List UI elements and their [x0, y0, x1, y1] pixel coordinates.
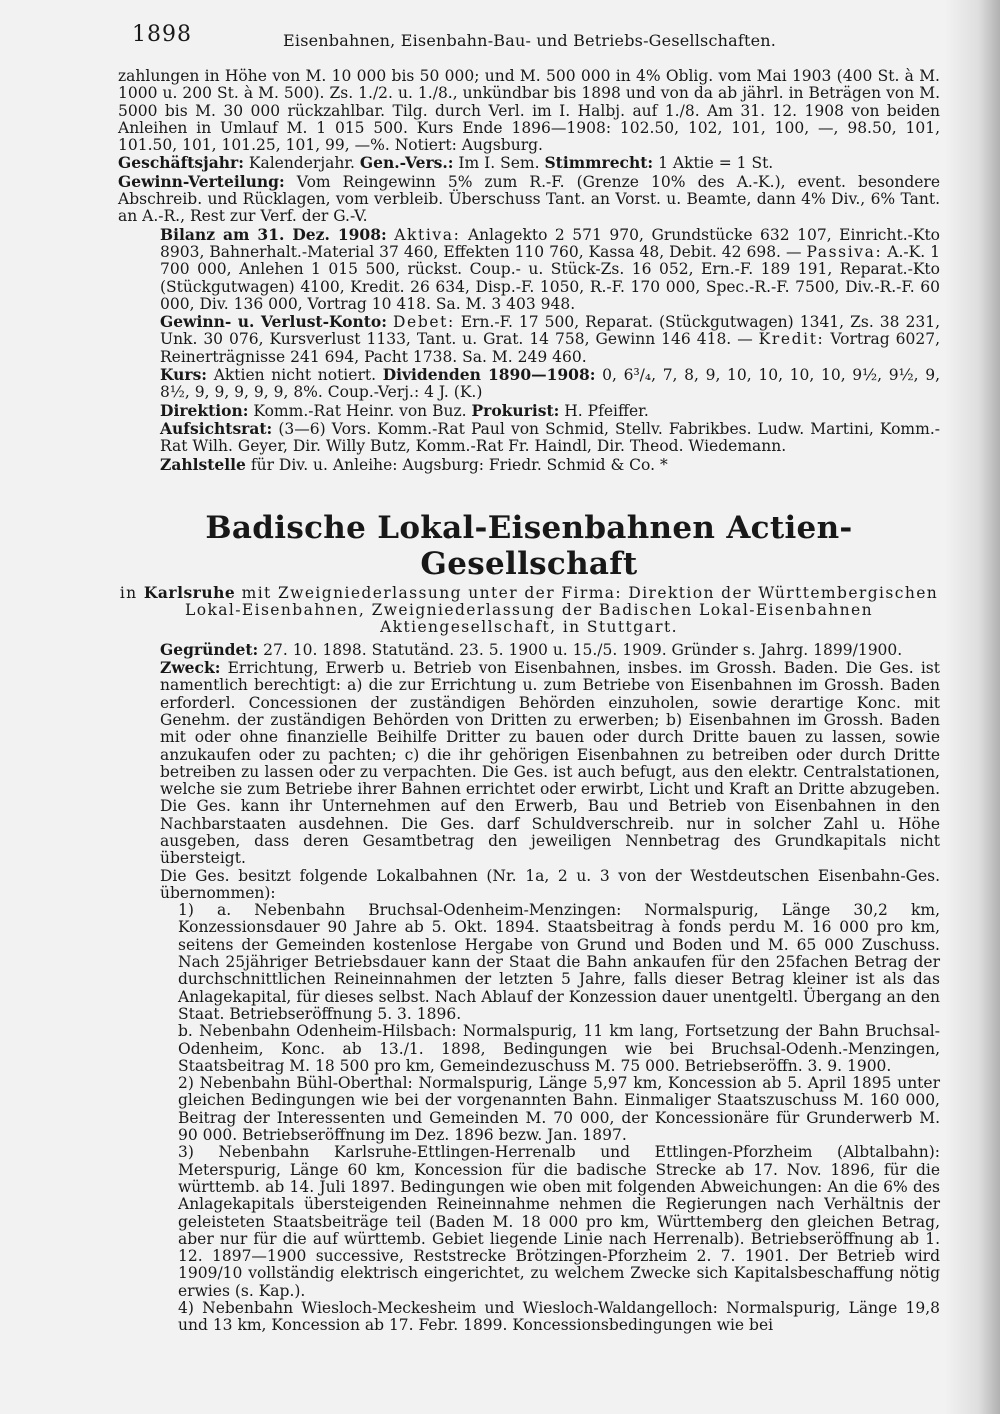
kredit-label: Kredit:: [758, 330, 825, 349]
page-edge-shadow: [945, 0, 1000, 1414]
gewinn-verteilung-label: Gewinn-Verteilung:: [118, 171, 285, 191]
running-title: Eisenbahnen, Eisenbahn-Bau- und Betriebs-Gesellschaften.: [283, 31, 777, 50]
gewinn-verteilung: [118, 173, 940, 226]
zahlstelle-text: für Div. u. Anleihe: Augsburg: Friedr. Schmid & Co. *: [250, 455, 668, 474]
kredit-text: Vortrag 6027, Reinerträgnisse 241 694, Pacht 1738. Sa. M. 249 460.: [160, 330, 940, 366]
item-2: 2) Nebenbahn Bühl-Oberthal: Normalspurig, Länge 5,97 km, Koncession ab 5. April 1895 unter gleichen Bedingungen wie bei der vorgenannten Bahn. Einmaliger Staatszuschuss M. 160 000, Beitrag der Interessenten und Gemeinden M. 70 000, der Koncessionäre für Grunderwerb M. 90 000. Betriebseröffnung im Dez. 1896 bezw. Jan. 1897.: [178, 1074, 940, 1145]
direktion-label: Direktion:: [160, 400, 249, 420]
item-4: 4) Nebenbahn Wiesloch-Meckesheim und Wiesloch-Waldangelloch: Normalspurig, Länge 19,8 und 13 km, Koncession ab 17. Febr. 1899. Koncessionsbedingungen wie bei: [178, 1299, 940, 1335]
item-3: 3) Nebenbahn Karlsruhe-Ettlingen-Herrenalb und Ettlingen-Pforzheim (Albtalbahn): Meterspurig, Länge 60 km, Koncession für die badische Strecke ab 17. Nov. 1896, für die württemb. ab 14. Juli 1897. Bedingungen wie oben mit folgenden Abweichungen: An die 6% des Anlagekapitals übersteigenden Reineinnahme nehmen die Regierungen nach Verhältnis der geleisteten Staatsbeiträge teil (Baden M. 18 000 pro km, Württemberg den gleichen Betrag, aber nur für die auf württemb. Gebiet liegende Linie nach Herrenalb). Betriebseröffnung ab 1. 12. 1897—1900 successive, Reststrecke Brötzingen-Pforzheim 2. 7. 1901. Der Betrieb wird 1909/10 vollständig elektrisch eingerichtet, zu welchem Zwecke sich Kapitalsbeschaffung nötig erwies (s. Kap.).: [178, 1143, 940, 1300]
genvers-text: Im I. Sem.: [458, 154, 540, 173]
gewinn-verlust-konto: [118, 313, 940, 366]
passiva-text: A.-K. 1 700 000, Anlehen 1 015 500, rückst. Coup.- u. Stück-Zs. 16 052, Ern.-F. 189 191, Reparat.-Kto (Stückgutwagen) 4100, Kredit. 26 634, Disp.-F. 1050, R.-F. 170 000, Spec.-R.-F. 7500, Div.-R.-F. 60 000, Div. 136 000, Vortrag 10 418. Sa. M. 3 403 948.: [160, 242, 940, 313]
gegruendet-label: Gegründet:: [160, 639, 259, 659]
geschaeftsjahr-label: Geschäftsjahr:: [118, 153, 244, 173]
guv-label: Gewinn- u. Verlust-Konto:: [160, 312, 387, 332]
geschaeftsjahr-text: Kalenderjahr.: [248, 154, 355, 173]
direktion-text: Komm.-Rat Heinr. von Buz.: [253, 401, 467, 420]
genvers-label: Gen.-Vers.:: [359, 153, 454, 173]
subtitle-in: in: [119, 583, 138, 602]
direktion-line: [118, 402, 940, 420]
company-subtitle: [118, 584, 940, 637]
aktiva-text: Anlagekto 2 571 970, Grundstücke 632 107, Einricht.-Kto 8903, Bahnerhalt.-Material 37 460, Effekten 110 760, Kassa 48, Debit. 42 698. —: [160, 225, 940, 261]
zweck-label: Zweck:: [160, 658, 221, 678]
zahlstelle-label: Zahlstelle: [160, 454, 246, 474]
item-1b: b. Nebenbahn Odenheim-Hilsbach: Normalspurig, 11 km lang, Fortsetzung der Bahn Bruchsal-Odenheim, Konc. ab 13./1. 1898, Bedingungen wie bei Bruchsal-Odenh.-Menzingen, Staatsbeitrag M. 18 500 pro km, Gemeindezuschuss M. 75 000. Betriebseröffn. 3. 9. 1900.: [178, 1022, 940, 1075]
company-title: Badische Lokal-Eisenbahnen Actien-Gesellschaft: [205, 509, 853, 582]
page-number: 1898: [132, 22, 192, 47]
page-header: [0, 20, 1000, 60]
debet-text: Ern.-F. 17 500, Reparat. (Stückgutwagen) 1341, Zs. 38 231, Unk. 30 076, Kursverlust 1133, Tant. u. Grat. 14 758, Gewinn 146 418. —: [160, 313, 941, 349]
dividenden-text: 0, 6³/₄, 7, 8, 9, 10, 10, 10, 10, 9½, 9½, 9, 8½, 9, 9, 9, 9, 9, 8%. Coup.-Verj.: 4 J. (K.): [160, 366, 941, 402]
stimmrecht-text: 1 Aktie = 1 St.: [658, 154, 774, 173]
zweck-text: Errichtung, Erwerb u. Betrieb von Eisenbahnen, insbes. im Grossh. Baden. Die Ges. ist namentlich berechtigt: a) die zur Errichtung u. zum Betriebe von Eisenbahnen im Grossh. Baden erforderl. Concessionen der zuständigen Behörden einzuholen, sowie derartige Konc. mit Genehm. der zuständigen Behörden von Dritten zu erwerben; b) Eisenbahnen im Grossh. Baden mit oder ohne finanzielle Beihilfe Dritter zu bauen oder durch Dritte bauen zu lassen, sowie anzukaufen oder zu pachten; c) die ihr gehörigen Eisenbahnen zu betreiben oder durch Dritte betreiben zu lassen oder zu verpachten. Die Ges. ist auch befugt, aus den elektr. Centralstationen, welche sie zum Betriebe ihrer Bahnen errichtet oder erwirbt, Licht und Kraft an Dritte abzugeben. Die Ges. kann ihr Unternehmen auf den Erwerb, Bau und Betrieb von Eisenbahnen in den Nachbarstaaten ausdehnen. Die Ges. darf Schuldverschreib. nur in solcher Zahl u. Höhe ausgeben, dass deren Gesamtbetrag den jeweiligen Nennbetrag des Grundkapitals nicht übersteigt.: [160, 659, 940, 868]
aufsichtsrat: [118, 420, 940, 456]
zweck: [118, 659, 940, 868]
subtitle-text: mit Zweigniederlassung unter der Firma: Direktion der Württembergischen Lokal-Eisenbahnen, Zweigniederlassung der Badischen Lokal-Eisenbahnen Aktiengesellschaft, in Stuttgart.: [185, 583, 939, 637]
bilanz: [118, 226, 940, 313]
kurs-dividenden: [118, 366, 940, 402]
prokurist-label: Prokurist:: [471, 400, 560, 420]
previous-entry-continuation: zahlungen in Höhe von M. 10 000 bis 50 000; und M. 500 000 in 4% Oblig. vom Mai 1903 (400 St. à M. 1000 u. 200 St. à M. 500). Zs. 1./2. u. 1./8., unkündbar bis 1898 und von da ab jährl. in Beträgen von M. 5000 bis M. 30 000 rückzahlbar. Tilg. durch Verl. im I. Halbj. auf 1./8. Am 31. 12. 1908 von beiden Anleihen in Umlauf M. 1 015 500. Kurs Ende 1896—1908: 102.50, 102, 101, 100, —, 98.50, 101, 101.50, 101, 101.25, 101, 99, —%. Notiert: Augsburg.: [118, 67, 940, 155]
aktiva-label: Aktiva:: [394, 225, 461, 244]
gewinn-verteilung-text: Vom Reingewinn 5% zum R.-F. (Grenze 10% des A.-K.), event. besondere Abschreib. und Rücklagen, vom verbleib. Überschuss Tant. an Vorst. u. Beamte, dann 4% Div., 6% Tant. an A.-R., Rest zur Verf. der G.-V.: [118, 172, 940, 226]
item-1a: 1) a. Nebenbahn Bruchsal-Odenheim-Menzingen: Normalspurig, Länge 30,2 km, Konzessionsdauer 90 Jahre ab 5. Okt. 1894. Staatsbeitrag à fonds perdu M. 16 000 pro km, seitens der Gemeinden kostenlose Hergabe von Grund und Boden und M. 65 000 Zuschuss. Nach 25jähriger Betriebsdauer kann der Staat die Bahn ankaufen für den 25fachen Betrag der durchschnittlichen Reineinnahmen der letzten 5 Jahre, falls dieser Betrag kleiner ist als das Anlagekapital, für dieses selbst. Nach Ablauf der Konzession dauer unentgeltl. Übergang an den Staat. Betriebseröffnung 5. 3. 1896.: [178, 901, 940, 1023]
gegruendet: [118, 641, 940, 659]
kurs-text: Aktien nicht notiert.: [213, 366, 377, 385]
bilanz-label: Bilanz am 31. Dez. 1908:: [160, 224, 387, 244]
dividenden-label: Dividenden 1890—1908:: [382, 365, 596, 385]
kurs-label: Kurs:: [160, 365, 208, 385]
aufsichtsrat-text: (3—6) Vors. Komm.-Rat Paul von Schmid, Stellv. Fabrikbes. Ludw. Martini, Komm.-Rat Wilh. Geyer, Dir. Willy Butz, Komm.-Rat Fr. Haindl, Dir. Theod. Wiedemann.: [160, 419, 940, 456]
stimmrecht-label: Stimmrecht:: [544, 153, 654, 173]
aufsichtsrat-label: Aufsichtsrat:: [160, 418, 273, 438]
lokalbahnen-intro: Die Ges. besitzt folgende Lokalbahnen (Nr. 1a, 2 u. 3 von der Westdeutschen Eisenbahn-Ges. übernommen):: [160, 866, 940, 902]
prev-meta-line: [118, 154, 940, 172]
company-city: Karlsruhe: [143, 582, 236, 602]
passiva-label: Passiva:: [806, 242, 883, 261]
zahlstelle: [118, 456, 940, 474]
debet-label: Debet:: [393, 313, 455, 332]
prokurist-text: H. Pfeiffer.: [564, 401, 649, 420]
text-body: [118, 68, 940, 1335]
gegruendet-text: 27. 10. 1898. Statutänd. 23. 5. 1900 u. 15./5. 1909. Gründer s. Jahrg. 1899/1900.: [263, 640, 903, 659]
